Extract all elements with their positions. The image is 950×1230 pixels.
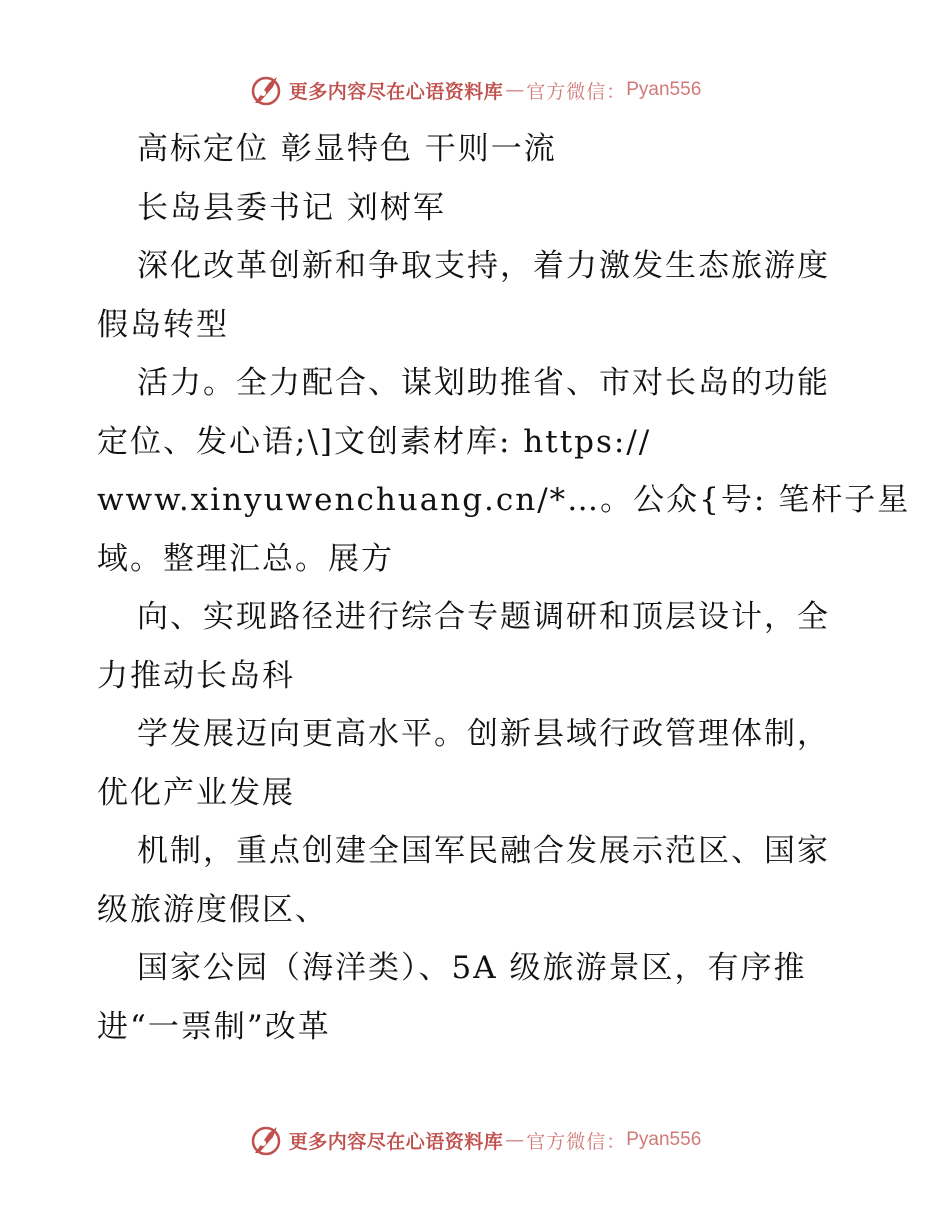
document-author: 长岛县委书记 刘树军 <box>137 189 446 226</box>
banner-slogan: 更多内容尽在心语资料库 <box>288 1130 504 1153</box>
banner-wechat-id: Pyan556 <box>626 1129 702 1150</box>
banner-separator: — <box>505 1129 525 1151</box>
text-line: 活力。全力配合、谋划助推省、市对长岛的功能 <box>137 365 830 401</box>
text-line: 优化产业发展 <box>97 774 295 811</box>
text-line: www.xinyuwenchuang.cn/*…。公众{号: 笔杆子星 <box>97 482 911 518</box>
banner-wechat-label: 官方微信： <box>526 80 627 103</box>
banner-separator: — <box>505 79 525 101</box>
text-line: 国家公园（海洋类）、5A 级旅游景区，有序推 <box>137 950 807 986</box>
text-line: 假岛转型 <box>97 306 229 343</box>
text-line: 深化改革创新和争取支持，着力激发生态旅游度 <box>137 248 830 284</box>
text-line: 级旅游度假区、 <box>97 891 328 928</box>
quill-pen-logo-icon <box>249 73 283 107</box>
text-line: 机制，重点创建全国军民融合发展示范区、国家 <box>137 833 830 869</box>
text-line: 向、实现路径进行综合专题调研和顶层设计，全 <box>137 599 830 635</box>
text-line: 力推动长岛科 <box>97 657 295 694</box>
text-line: 定位、发心语;\]文创素材库: https:// <box>97 423 652 460</box>
banner-wechat-label: 官方微信： <box>526 1130 627 1153</box>
text-line: 域。整理汇总。展方 <box>97 540 394 577</box>
banner-wechat-id: Pyan556 <box>626 79 702 100</box>
quill-pen-logo-icon <box>249 1123 283 1157</box>
document-body <box>97 120 911 1056</box>
text-line: 进“一票制”改革 <box>97 1008 331 1045</box>
banner-slogan: 更多内容尽在心语资料库 <box>288 80 504 103</box>
header-banner <box>0 70 950 110</box>
footer-banner <box>0 1120 950 1160</box>
document-title: 高标定位 彰显特色 干则一流 <box>137 131 557 167</box>
text-line: 学发展迈向更高水平。创新县域行政管理体制， <box>137 716 830 752</box>
